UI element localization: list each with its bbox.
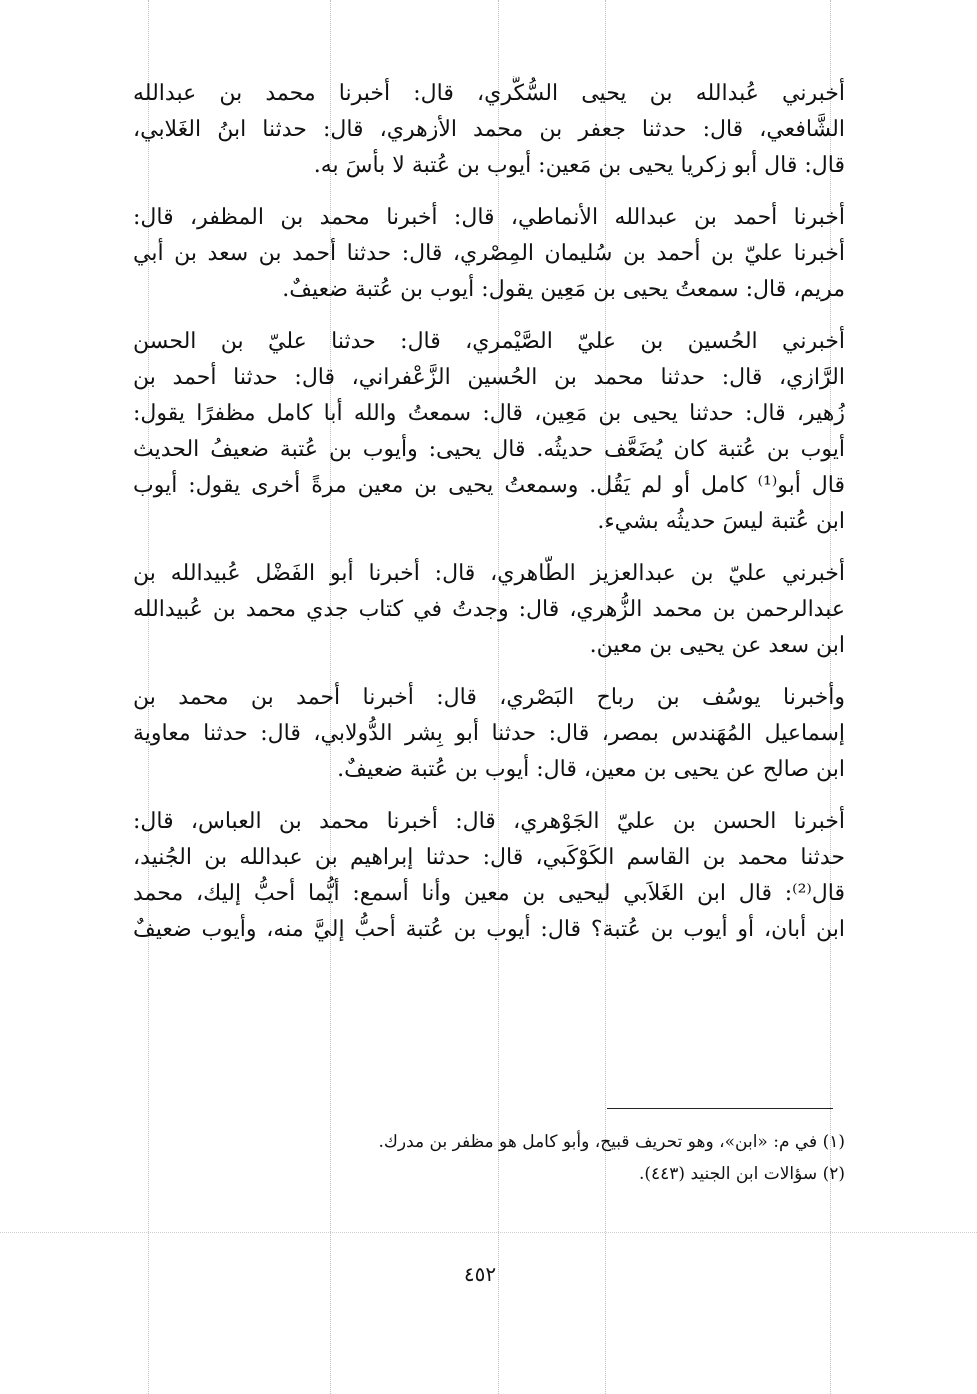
text-line: حدثنا محمد بن القاسم الكَوْكَبي، قال: حدثنا إبراهيم بن عبدالله بن الجُنيد،	[133, 845, 845, 870]
text-line: أيوب بن عُتبة كان يُضَعَّف حديثُه. قال يحيى: وأيوب بن عُتبة ضعيفُ الحديث	[133, 437, 845, 462]
paragraph	[133, 76, 845, 184]
text-line: قال⁽²⁾: قال ابن الغَلاَبي ليحيى بن معين وأنا أسمع: أيُّما أحبُّ إليك، محمد	[133, 881, 845, 906]
text-line: ابن أبان، أو أيوب بن عُتبة؟ قال: أيوب بن عُتبة أحبُّ إليَّ منه، وأيوب ضعيفٌ	[133, 917, 845, 942]
text-line: أخبرنا الحسن بن عليّ الجَوْهري، قال: أخبرنا محمد بن العباس، قال:	[133, 809, 845, 834]
footnote: (١) في م: «ابن»، وهو تحريف قبيح، وأبو كامل هو مظفر بن مدرك.	[378, 1132, 845, 1152]
text-line: مريم، قال: سمعتُ يحيى بن مَعِين يقول: أيوب بن عُتبة ضعيفٌ.	[282, 277, 845, 302]
footnotes	[133, 1126, 845, 1190]
text-line: أخبرني عُبدالله بن يحيى السُّكَّري، قال: أخبرنا محمد بن عبدالله	[133, 81, 845, 106]
text-line: عبدالرحمن بن محمد الزُّهري، قال: وجدتُ في كتاب جدي محمد بن عُبيدالله	[133, 597, 845, 622]
text-line: وأخبرنا يوسُف بن رباح البَصْري، قال: أخبرنا أحمد بن محمد بن	[133, 685, 845, 710]
paragraph	[133, 324, 845, 540]
text-line: زُهير، قال: حدثنا يحيى بن مَعِين، قال: سمعتُ والله أبا كامل مظفرًا يقول:	[133, 401, 845, 426]
paragraph	[133, 200, 845, 308]
footnote: (٢) سؤالات ابن الجنيد (٤٤٣).	[638, 1164, 845, 1184]
paragraph	[133, 680, 845, 788]
text-line: إسماعيل المُهَندس بمصر، قال: حدثنا أبو بِشر الدُّولابي، قال: حدثنا معاوية	[133, 721, 845, 746]
footnote-divider	[607, 1108, 833, 1109]
text-line: الشَّافعي، قال: حدثنا جعفر بن محمد الأزهري، قال: حدثنا ابنُ الغَلابي،	[133, 117, 845, 142]
page-number: ٤٥٢	[463, 1262, 497, 1286]
text-line: ابن صالح عن يحيى بن معين، قال: أيوب بن عُتبة ضعيفٌ.	[337, 757, 845, 782]
main-text	[133, 76, 845, 964]
text-line: الرَّازي، قال: حدثنا محمد بن الحُسين الزَّعْفراني، قال: حدثنا أحمد بن	[133, 365, 845, 390]
text-line: قال أبو⁽¹⁾ كامل أو لم يَقُل. وسمعتُ يحيى بن معين مرةً أخرى يقول: أيوب	[133, 473, 845, 498]
text-line: أخبرني عليّ بن عبدالعزيز الطَّاهري، قال: أخبرنا أبو الفَضْل عُبيدالله بن	[133, 561, 845, 586]
paragraph	[133, 804, 845, 948]
text-line: أخبرنا عليّ بن أحمد بن سُليمان المِصْري، قال: حدثنا أحمد بن سعد بن أبي	[133, 241, 845, 266]
text-line: ابن سعد عن يحيى بن معين.	[589, 633, 845, 658]
text-line: قال: قال أبو زكريا يحيى بن مَعين: أيوب بن عُتبة لا بأسَ به.	[313, 153, 845, 178]
paragraph	[133, 556, 845, 664]
text-line: أخبرني الحُسين بن عليّ الصَّيْمري، قال: حدثنا عليّ بن الحسن	[133, 329, 845, 354]
text-line: ابن عُتبة ليسَ حديثُه بشيء.	[597, 509, 845, 534]
text-line: أخبرنا أحمد بن عبدالله الأنماطي، قال: أخبرنا محمد بن المظفر، قال:	[133, 205, 845, 230]
scan-guide-line	[0, 1232, 977, 1233]
